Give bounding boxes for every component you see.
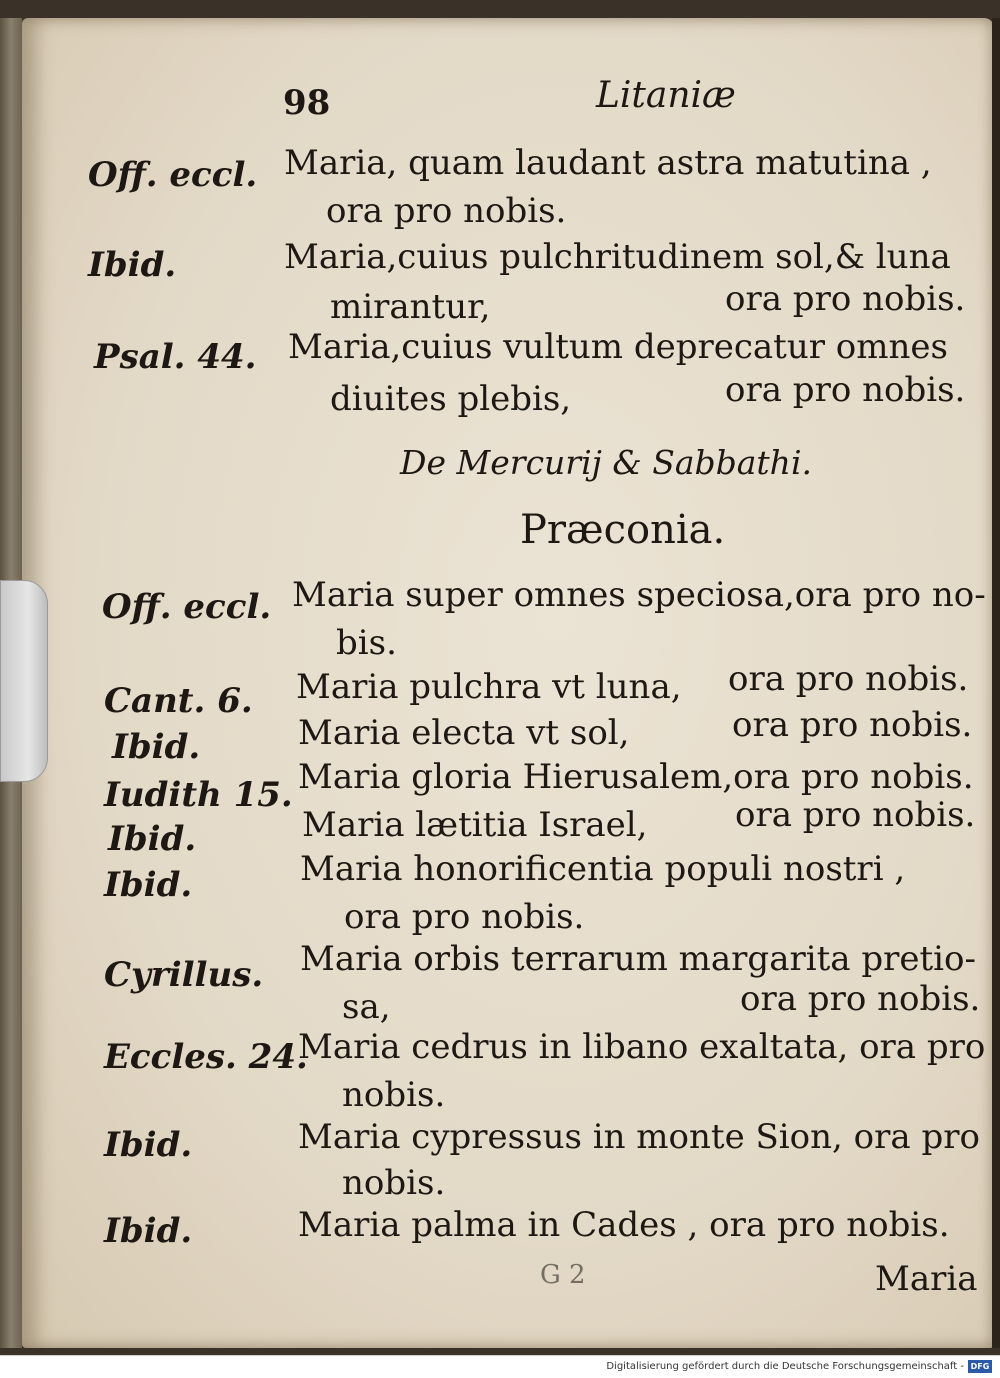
entry-line: ora pro nobis. (344, 897, 585, 937)
entry-line: Maria,cuius vultum deprecatur omnes (288, 327, 948, 367)
entry-tail: ora pro nobis. (740, 979, 981, 1019)
entry-tail: ora pro nobis. (728, 659, 969, 699)
entry-ref: Ibid. (104, 1125, 193, 1165)
page-edge (992, 18, 1000, 1348)
entry-ref: Off. eccl. (88, 155, 258, 195)
entry-ref: Ibid. (104, 1211, 193, 1251)
entry-line: diuites plebis, (330, 379, 572, 419)
entry-line: ora pro nobis. (326, 191, 567, 231)
entry-tail: ora pro nobis. (735, 795, 976, 835)
entry-ref: Off. eccl. (102, 587, 272, 627)
entry-line: Maria, quam laudant astra matutina , (284, 143, 932, 183)
signature-mark: G 2 (540, 1260, 586, 1290)
entry-ref: Psal. 44. (94, 337, 257, 377)
entry-line: Maria,cuius pulchritudinem sol,& luna (284, 237, 951, 277)
entry-line: Maria gloria Hierusalem,ora pro nobis. (298, 757, 974, 797)
entry-tail: ora pro nobis. (725, 370, 966, 410)
page-clip (0, 580, 48, 782)
entry-ref: Ibid. (88, 245, 177, 285)
dfg-logo-icon: DFG (968, 1360, 992, 1373)
footer-credit: Digitalisierung gefördert durch die Deutsche Forschungsgemeinschaft - (606, 1361, 964, 1372)
catchword: Maria (875, 1259, 978, 1299)
entry-line: bis. (336, 623, 397, 663)
entry-ref: Eccles. 24. (104, 1037, 308, 1077)
entry-line: mirantur, (330, 287, 491, 327)
entry-ref: Iudith 15. (104, 775, 293, 815)
section-subtitle: De Mercurij & Sabbathi. (400, 443, 812, 482)
entry-line: Maria palma in Cades , ora pro nobis. (298, 1205, 950, 1245)
entry-line: nobis. (342, 1163, 446, 1203)
entry-line: Maria electa vt sol, (298, 713, 630, 753)
footer-bar (0, 1355, 1000, 1378)
entry-tail: ora pro nobis. (725, 279, 966, 319)
entry-line: sa, (342, 987, 391, 1027)
entry-line: Maria lætitia Israel, (302, 805, 648, 845)
entry-tail: ora pro nobis. (732, 705, 973, 745)
entry-line: Maria cedrus in libano exaltata, ora pro (298, 1027, 986, 1067)
section-title: Præconia. (520, 507, 726, 553)
entry-line: Maria cypressus in monte Sion, ora pro (298, 1117, 980, 1157)
entry-line: Maria pulchra vt luna, (296, 667, 682, 707)
entry-ref: Cant. 6. (104, 681, 253, 721)
entry-line: nobis. (342, 1075, 446, 1115)
entry-ref: Cyrillus. (104, 955, 264, 995)
entry-line: Maria super omnes speciosa,ora pro no- (292, 575, 986, 615)
entry-line: Maria orbis terrarum margarita pretio- (300, 939, 976, 979)
page-number: 98 (283, 83, 331, 123)
entry-ref: Ibid. (104, 865, 193, 905)
running-title: Litaniæ (596, 75, 736, 116)
entry-line: Maria honorificentia populi nostri , (300, 849, 906, 889)
entry-ref: Ibid. (112, 727, 201, 767)
entry-ref: Ibid. (108, 819, 197, 859)
